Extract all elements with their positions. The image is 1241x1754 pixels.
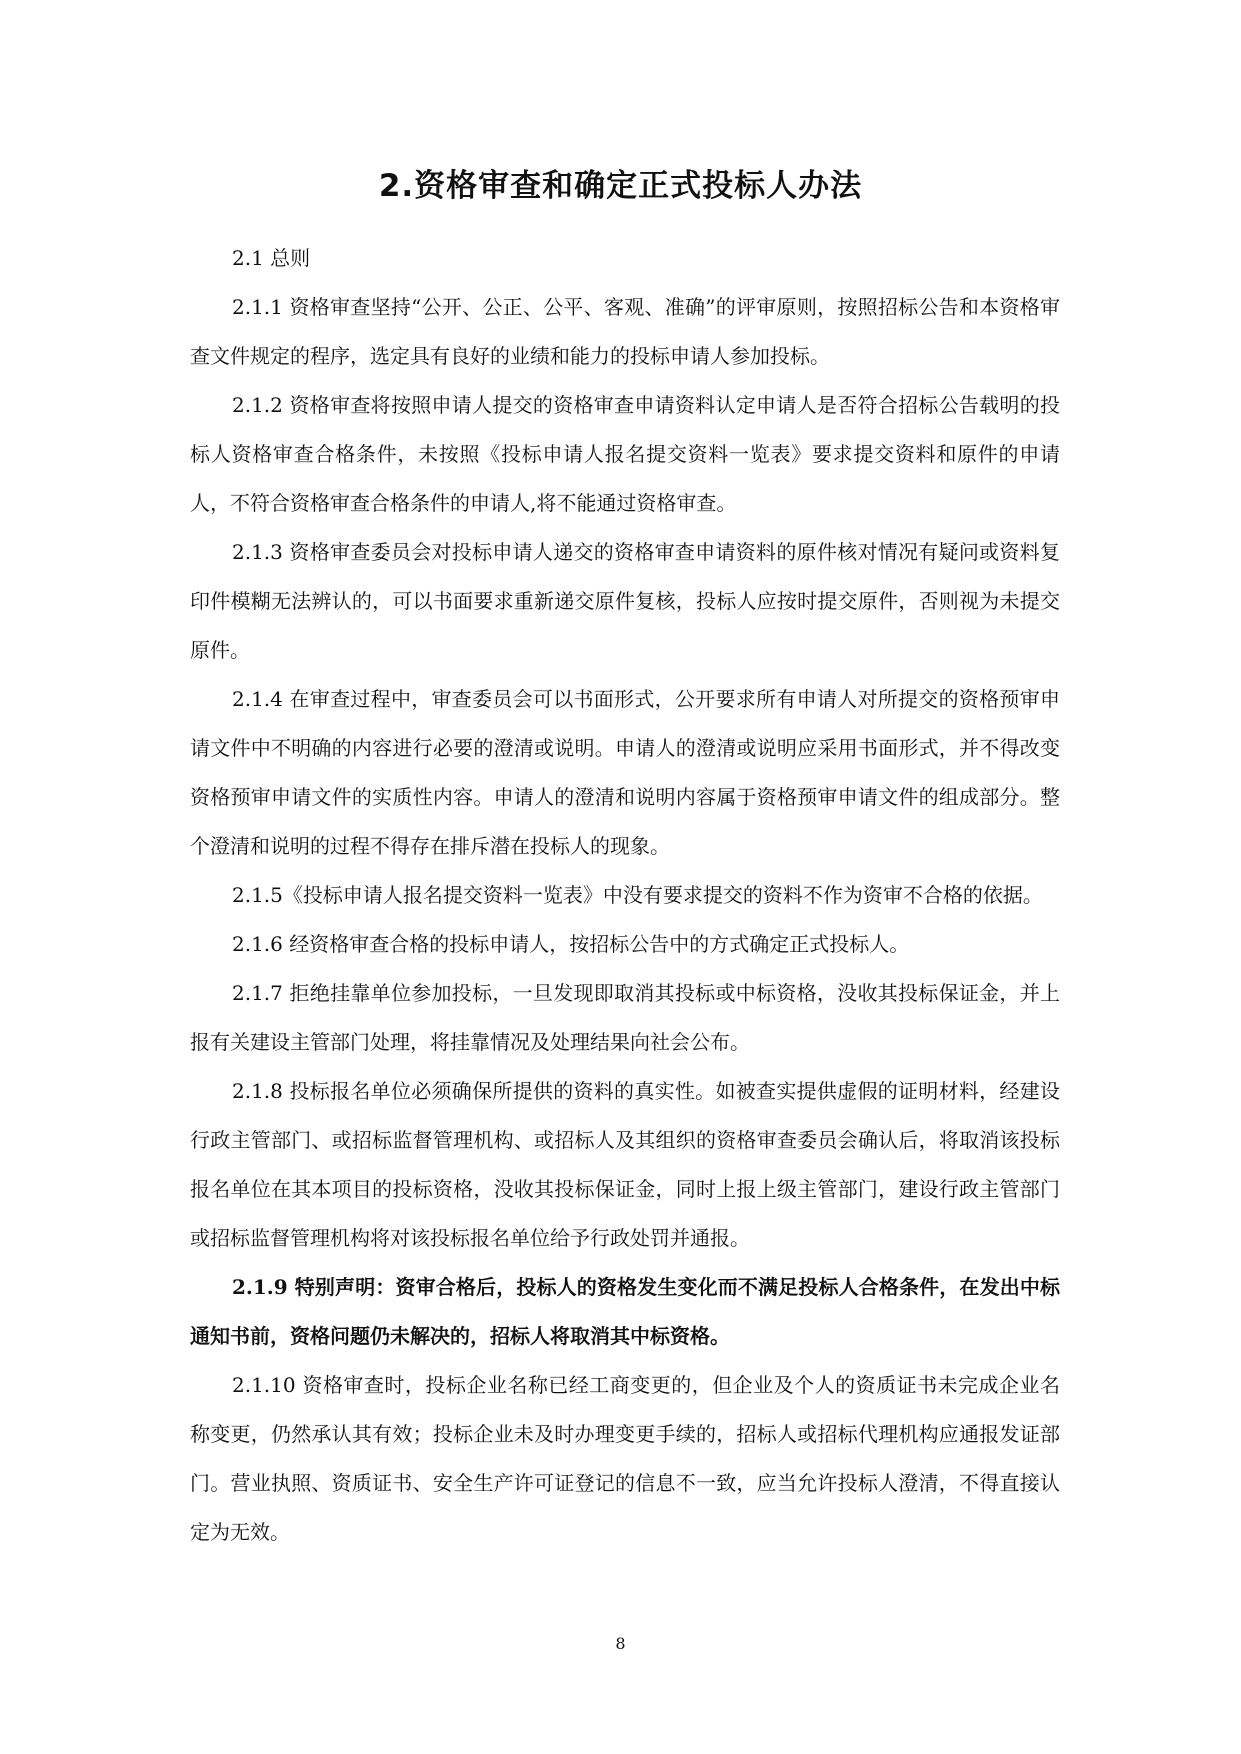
document-body: [190, 234, 1060, 1557]
paragraph-2-1-7: 2.1.7 拒绝挂靠单位参加投标，一旦发现即取消其投标或中标资格，没收其投标保证金，并上报有关建设主管部门处理，将挂靠情况及处理结果向社会公布。: [190, 981, 1060, 1054]
page-number: 8: [615, 1634, 626, 1653]
paragraph-2-1-8: 2.1.8 投标报名单位必须确保所提供的资料的真实性。如被查实提供虚假的证明材料，经建设行政主管部门、或招标监督管理机构、或招标人及其组织的资格审查委员会确认后，将取消该投标报名单位在其本项目的投标资格，没收其投标保证金，同时上报上级主管部门，建设行政主管部门或招标监督管理机构将对该投标报名单位给予行政处罚并通报。: [190, 1079, 1060, 1250]
paragraph-2-1-5: 2.1.5《投标申请人报名提交资料一览表》中没有要求提交的资料不作为资审不合格的依据。: [232, 883, 1043, 907]
document-title: 2.资格审查和确定正式投标人办法: [378, 168, 863, 204]
paragraph-2-1: 2.1 总则: [232, 246, 311, 270]
paragraph-2-1-4: 2.1.4 在审查过程中，审查委员会可以书面形式，公开要求所有申请人对所提交的资格预审申请文件中不明确的内容进行必要的澄清或说明。申请人的澄清或说明应采用书面形式，并不得改变资格预审申请文件的实质性内容。申请人的澄清和说明内容属于资格预审申请文件的组成部分。整个澄清和说明的过程不得存在排斥潜在投标人的现象。: [190, 687, 1060, 858]
paragraph-2-1-3: 2.1.3 资格审查委员会对投标申请人递交的资格审查申请资料的原件核对情况有疑问或资料复印件模糊无法辨认的，可以书面要求重新递交原件复核，投标人应按时提交原件，否则视为未提交原件。: [190, 540, 1060, 662]
paragraph-2-1-9-special-statement: 2.1.9 特别声明：资审合格后，投标人的资格发生变化而不满足投标人合格条件，在发出中标通知书前，资格问题仍未解决的，招标人将取消其中标资格。: [190, 1275, 1060, 1348]
paragraph-2-1-1: 2.1.1 资格审查坚持“公开、公正、公平、客观、准确”的评审原则，按照招标公告和本资格审查文件规定的程序，选定具有良好的业绩和能力的投标申请人参加投标。: [190, 295, 1060, 368]
paragraph-2-1-10: 2.1.10 资格审查时，投标企业名称已经工商变更的，但企业及个人的资质证书未完成企业名称变更，仍然承认其有效；投标企业未及时办理变更手续的，招标人或招标代理机构应通报发证部门。营业执照、资质证书、安全生产许可证登记的信息不一致，应当允许投标人澄清，不得直接认定为无效。: [190, 1373, 1060, 1544]
paragraph-2-1-6: 2.1.6 经资格审查合格的投标申请人，按招标公告中的方式确定正式投标人。: [232, 932, 910, 956]
paragraph-2-1-2: 2.1.2 资格审查将按照申请人提交的资格审查申请资料认定申请人是否符合招标公告载明的投标人资格审查合格条件，未按照《投标申请人报名提交资料一览表》要求提交资料和原件的申请人，不符合资格审查合格条件的申请人,将不能通过资格审查。: [190, 393, 1060, 515]
